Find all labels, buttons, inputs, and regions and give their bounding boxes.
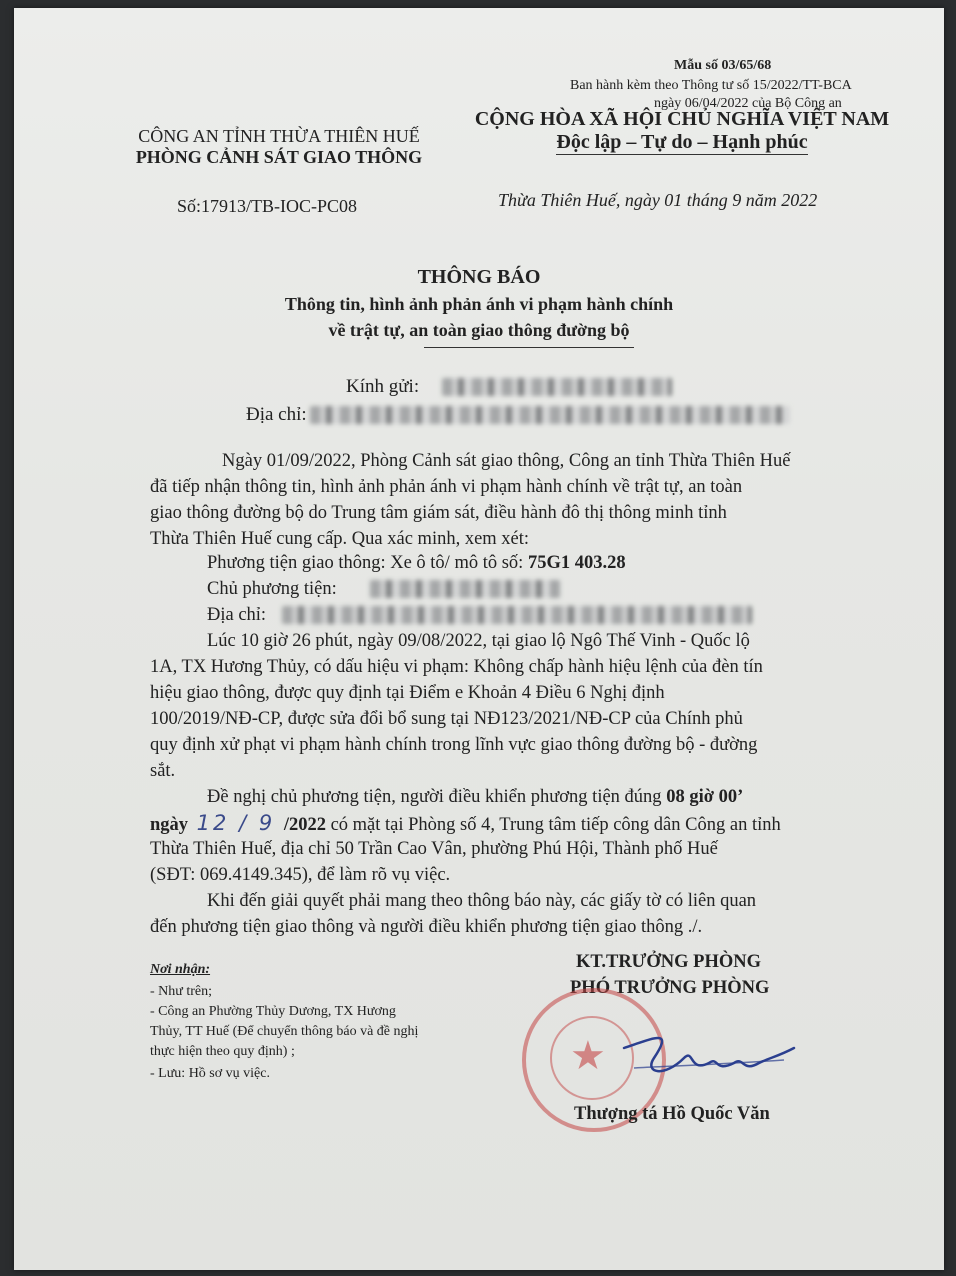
place-and-date: Thừa Thiên Huế, ngày 01 tháng 9 năm 2022 xyxy=(498,190,818,210)
redacted-owner-address xyxy=(282,606,752,624)
paragraph-4-line-1: Khi đến giải quyết phải mang theo thông báo này, các giấy tờ có liên quan xyxy=(207,891,757,911)
day-label: ngày xyxy=(150,815,189,835)
redacted-addressee-address xyxy=(310,406,790,424)
document-subtitle-2: về trật tự, an toàn giao thông đường bộ xyxy=(328,320,630,340)
recipient-2-cont-2: thực hiện theo quy định) ; xyxy=(150,1044,295,1059)
issued-by-line-2: ngày 06/04/2022 của Bộ Công an xyxy=(654,96,842,111)
paragraph-2-line-3: hiệu giao thông, được quy định tại Điểm e Khoản 4 Điều 6 Nghị định xyxy=(150,683,665,703)
signature-title-2: PHÓ TRƯỞNG PHÒNG xyxy=(570,978,770,998)
paragraph-1-line-4: Thừa Thiên Huế cung cấp. Qua xác minh, xem xét: xyxy=(150,529,530,549)
handwritten-date: 12 / 9 xyxy=(196,811,276,835)
paragraph-3-line-2 xyxy=(150,810,781,838)
recipient-2-cont-1: Thủy, TT Huế (Để chuyển thông báo và đề nghị xyxy=(150,1024,419,1039)
appointment-place: có mặt tại Phòng số 4, Trung tâm tiếp công dân Công an tỉnh xyxy=(330,815,781,835)
vehicle-label: Phương tiện giao thông: Xe ô tô/ mô tô số: xyxy=(207,553,524,573)
issued-by-line-1: Ban hành kèm theo Thông tư số 15/2022/TT-BCA xyxy=(570,78,852,93)
agency-name: PHÒNG CẢNH SÁT GIAO THÔNG xyxy=(135,147,423,167)
handwritten-signature xyxy=(614,1018,804,1088)
signature-title-1: KT.TRƯỞNG PHÒNG xyxy=(576,952,761,972)
stamp-star-icon: ★ xyxy=(570,1033,606,1078)
document-number: Số:17913/TB-IOC-PC08 xyxy=(177,196,358,216)
vehicle-line xyxy=(207,550,626,576)
addressee-address-label: Địa chỉ: xyxy=(246,404,307,425)
owner-address-label: Địa chỉ: xyxy=(207,605,267,625)
national-header xyxy=(464,108,900,155)
agency-block xyxy=(114,126,444,168)
paragraph-2-line-2: 1A, TX Hương Thủy, có dấu hiệu vi phạm: Không chấp hành hiệu lệnh của đèn tín xyxy=(150,657,763,677)
request-text: Đề nghị chủ phương tiện, người điều khiển phương tiện đúng xyxy=(207,787,662,807)
paragraph-1-line-1: Ngày 01/09/2022, Phòng Cảnh sát giao thông, Công an tỉnh Thừa Thiên Huế xyxy=(222,451,791,471)
paragraph-4-line-2: đến phương tiện giao thông và người điều khiển phương tiện giao thông ./. xyxy=(150,917,703,937)
appointment-time: 08 giờ 00’ xyxy=(666,787,744,807)
recipient-2: - Công an Phường Thủy Dương, TX Hương xyxy=(150,1004,396,1019)
redacted-owner xyxy=(370,580,560,598)
recipients-label: Nơi nhận: xyxy=(150,962,211,977)
agency-parent: CÔNG AN TỈNH THỪA THIÊN HUẾ xyxy=(138,126,420,146)
paragraph-2-line-6: sắt. xyxy=(150,761,176,781)
appointment-year: /2022 xyxy=(283,815,326,835)
nation-name: CỘNG HÒA XÃ HỘI CHỦ NGHĨA VIỆT NAM xyxy=(474,108,890,130)
document-subtitle-1: Thông tin, hình ảnh phản ánh vi phạm hành chính xyxy=(284,294,674,314)
recipient-1: - Như trên; xyxy=(150,984,213,999)
paragraph-2-line-5: quy định xử phạt vi phạm hành chính trong lĩnh vực giao thông đường bộ - đường xyxy=(150,735,758,755)
paragraph-2-line-1: Lúc 10 giờ 26 phút, ngày 09/08/2022, tại giao lộ Ngô Thế Vinh - Quốc lộ xyxy=(207,631,750,651)
paragraph-2-line-4: 100/2019/NĐ-CP, được sửa đổi bổ sung tại NĐ123/2021/NĐ-CP của Chính phủ xyxy=(150,709,743,729)
document-title: THÔNG BÁO xyxy=(417,266,541,288)
recipient-3: - Lưu: Hồ sơ vụ việc. xyxy=(150,1066,270,1081)
paragraph-3-line-3: Thừa Thiên Huế, địa chỉ 50 Trần Cao Vân, phường Phú Hội, Thành phố Huế xyxy=(150,839,718,859)
document-page xyxy=(14,8,944,1270)
addressee-label: Kính gửi: xyxy=(346,376,420,397)
national-motto: Độc lập – Tự do – Hạnh phúc xyxy=(556,131,808,153)
redacted-addressee xyxy=(442,378,672,396)
license-plate: 75G1 403.28 xyxy=(527,553,626,573)
owner-label: Chủ phương tiện: xyxy=(207,579,337,599)
paragraph-1-line-2: đã tiếp nhận thông tin, hình ảnh phản ánh vi phạm hành chính về trật tự, an toàn xyxy=(150,477,743,497)
paragraph-1-line-3: giao thông đường bộ do Trung tâm giám sát, điều hành đô thị thông minh tỉnh xyxy=(150,503,727,523)
signer-name: Thượng tá Hồ Quốc Văn xyxy=(574,1104,770,1124)
title-underline xyxy=(424,347,634,348)
form-number: Mẫu số 03/65/68 xyxy=(674,58,772,73)
paragraph-3-line-1 xyxy=(207,784,743,810)
paragraph-3-line-4: (SĐT: 069.4149.345), để làm rõ vụ việc. xyxy=(150,865,451,885)
